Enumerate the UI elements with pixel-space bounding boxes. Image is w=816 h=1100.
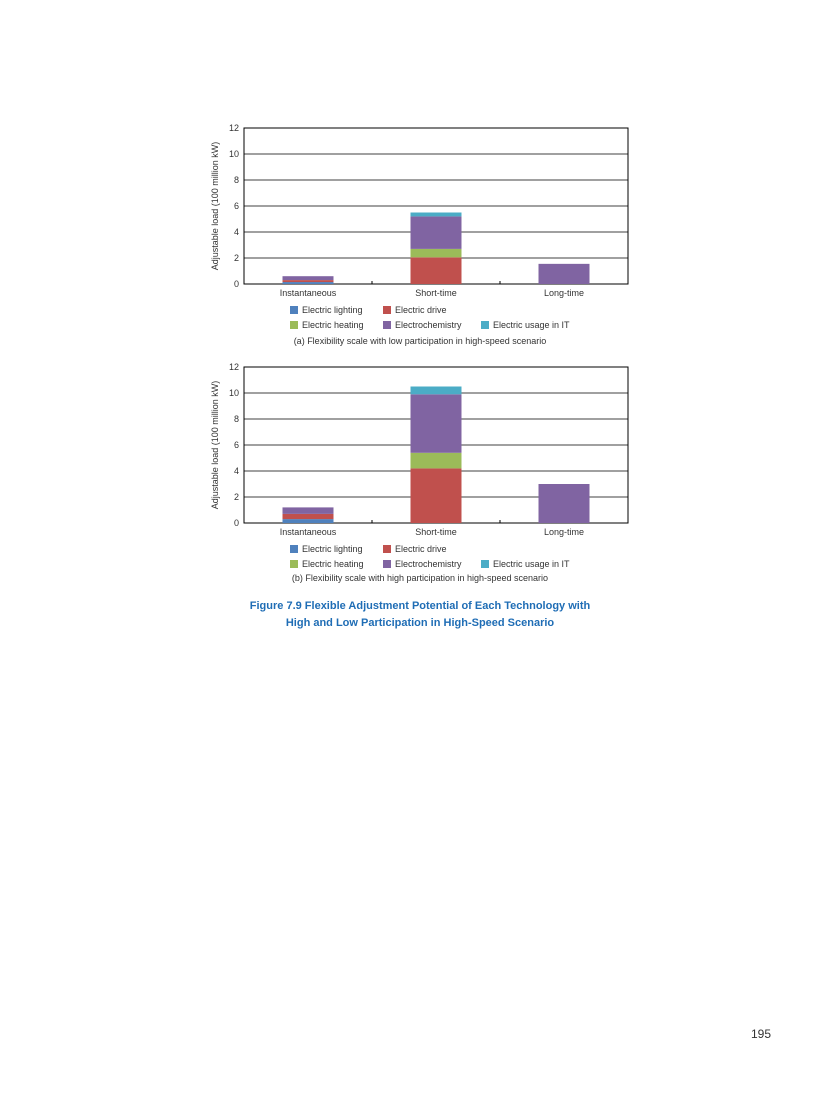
y-tick-label: 4 [233,227,239,237]
y-axis-label: Adjustable load (100 million kW) [210,141,220,271]
chart-b-plot [200,357,640,537]
bar-segment [411,468,462,523]
legend-item [383,305,481,315]
legend-swatch [383,306,391,314]
bar-segment [283,280,334,282]
legend-label: Electric lighting [302,543,363,554]
figure-title-line-1: Figure 7.9 Flexible Adjustment Potential of Each Technology with [249,600,591,612]
y-tick-label: 8 [233,175,239,185]
legend-label: Electric usage in IT [493,319,570,330]
chart-a-plot [200,118,640,298]
chart-a-legend [290,302,620,332]
legend-item [383,559,481,569]
x-category-label: Long-time [543,288,585,298]
legend-label: Electric lighting [302,304,363,315]
chart-b-legend [290,541,620,571]
legend-label: Electric heating [302,558,364,569]
y-tick-label: 10 [228,388,239,398]
y-tick-label: 0 [233,518,239,528]
y-tick-label: 2 [233,253,239,263]
legend-label: Electrochemistry [395,319,462,330]
legend-item [383,544,481,554]
bar-segment [283,282,334,284]
y-tick-label: 6 [233,440,239,450]
y-axis-label: Adjustable load (100 million kW) [210,380,220,510]
y-tick-label: 4 [233,466,239,476]
legend-label: Electric drive [395,304,447,315]
legend-swatch [383,560,391,568]
legend-label: Electric drive [395,543,447,554]
y-tick-label: 12 [228,123,239,133]
chart-b-caption: (b) Flexibility scale with high participation in high-speed scenario [291,573,549,583]
y-tick-label: 8 [233,414,239,424]
bar-segment [411,394,462,453]
bar-segment [539,264,590,284]
bar-segment [411,387,462,395]
y-tick-label: 6 [233,201,239,211]
x-category-label: Instantaneous [279,288,337,298]
bar-segment [411,453,462,469]
legend-swatch [290,560,298,568]
x-category-label: Short-time [415,288,457,298]
figure-title-line-2: High and Low Participation in High-Speed Scenario [285,617,555,629]
x-category-label: Short-time [415,527,457,537]
legend-label: Electric heating [302,319,364,330]
legend-swatch [481,560,489,568]
legend-label: Electric usage in IT [493,558,570,569]
legend-item [383,320,481,330]
legend-swatch [481,321,489,329]
x-category-label: Instantaneous [279,527,337,537]
page-number: 195 [751,1027,772,1041]
legend-item [290,320,383,330]
bar-segment [411,216,462,249]
legend-swatch [383,545,391,553]
y-tick-label: 2 [233,492,239,502]
bar-segment [283,276,334,280]
bar-segment [283,514,334,519]
legend-item [481,559,601,569]
legend-label: Electrochemistry [395,558,462,569]
y-tick-label: 0 [233,279,239,289]
legend-item [290,544,383,554]
bar-segment [411,257,462,284]
chart-a-caption: (a) Flexibility scale with low participation in high-speed scenario [293,336,547,346]
bar-segment [283,507,334,514]
y-tick-label: 12 [228,362,239,372]
y-tick-label: 10 [228,149,239,159]
x-category-label: Long-time [543,527,585,537]
bar-segment [283,519,334,523]
bar-segment [411,213,462,217]
bar-segment [411,249,462,257]
legend-item [290,559,383,569]
legend-swatch [383,321,391,329]
legend-swatch [290,321,298,329]
figure-title [200,598,640,632]
bar-segment [539,484,590,523]
legend-item [481,320,601,330]
legend-item [290,305,383,315]
legend-swatch [290,306,298,314]
legend-swatch [290,545,298,553]
